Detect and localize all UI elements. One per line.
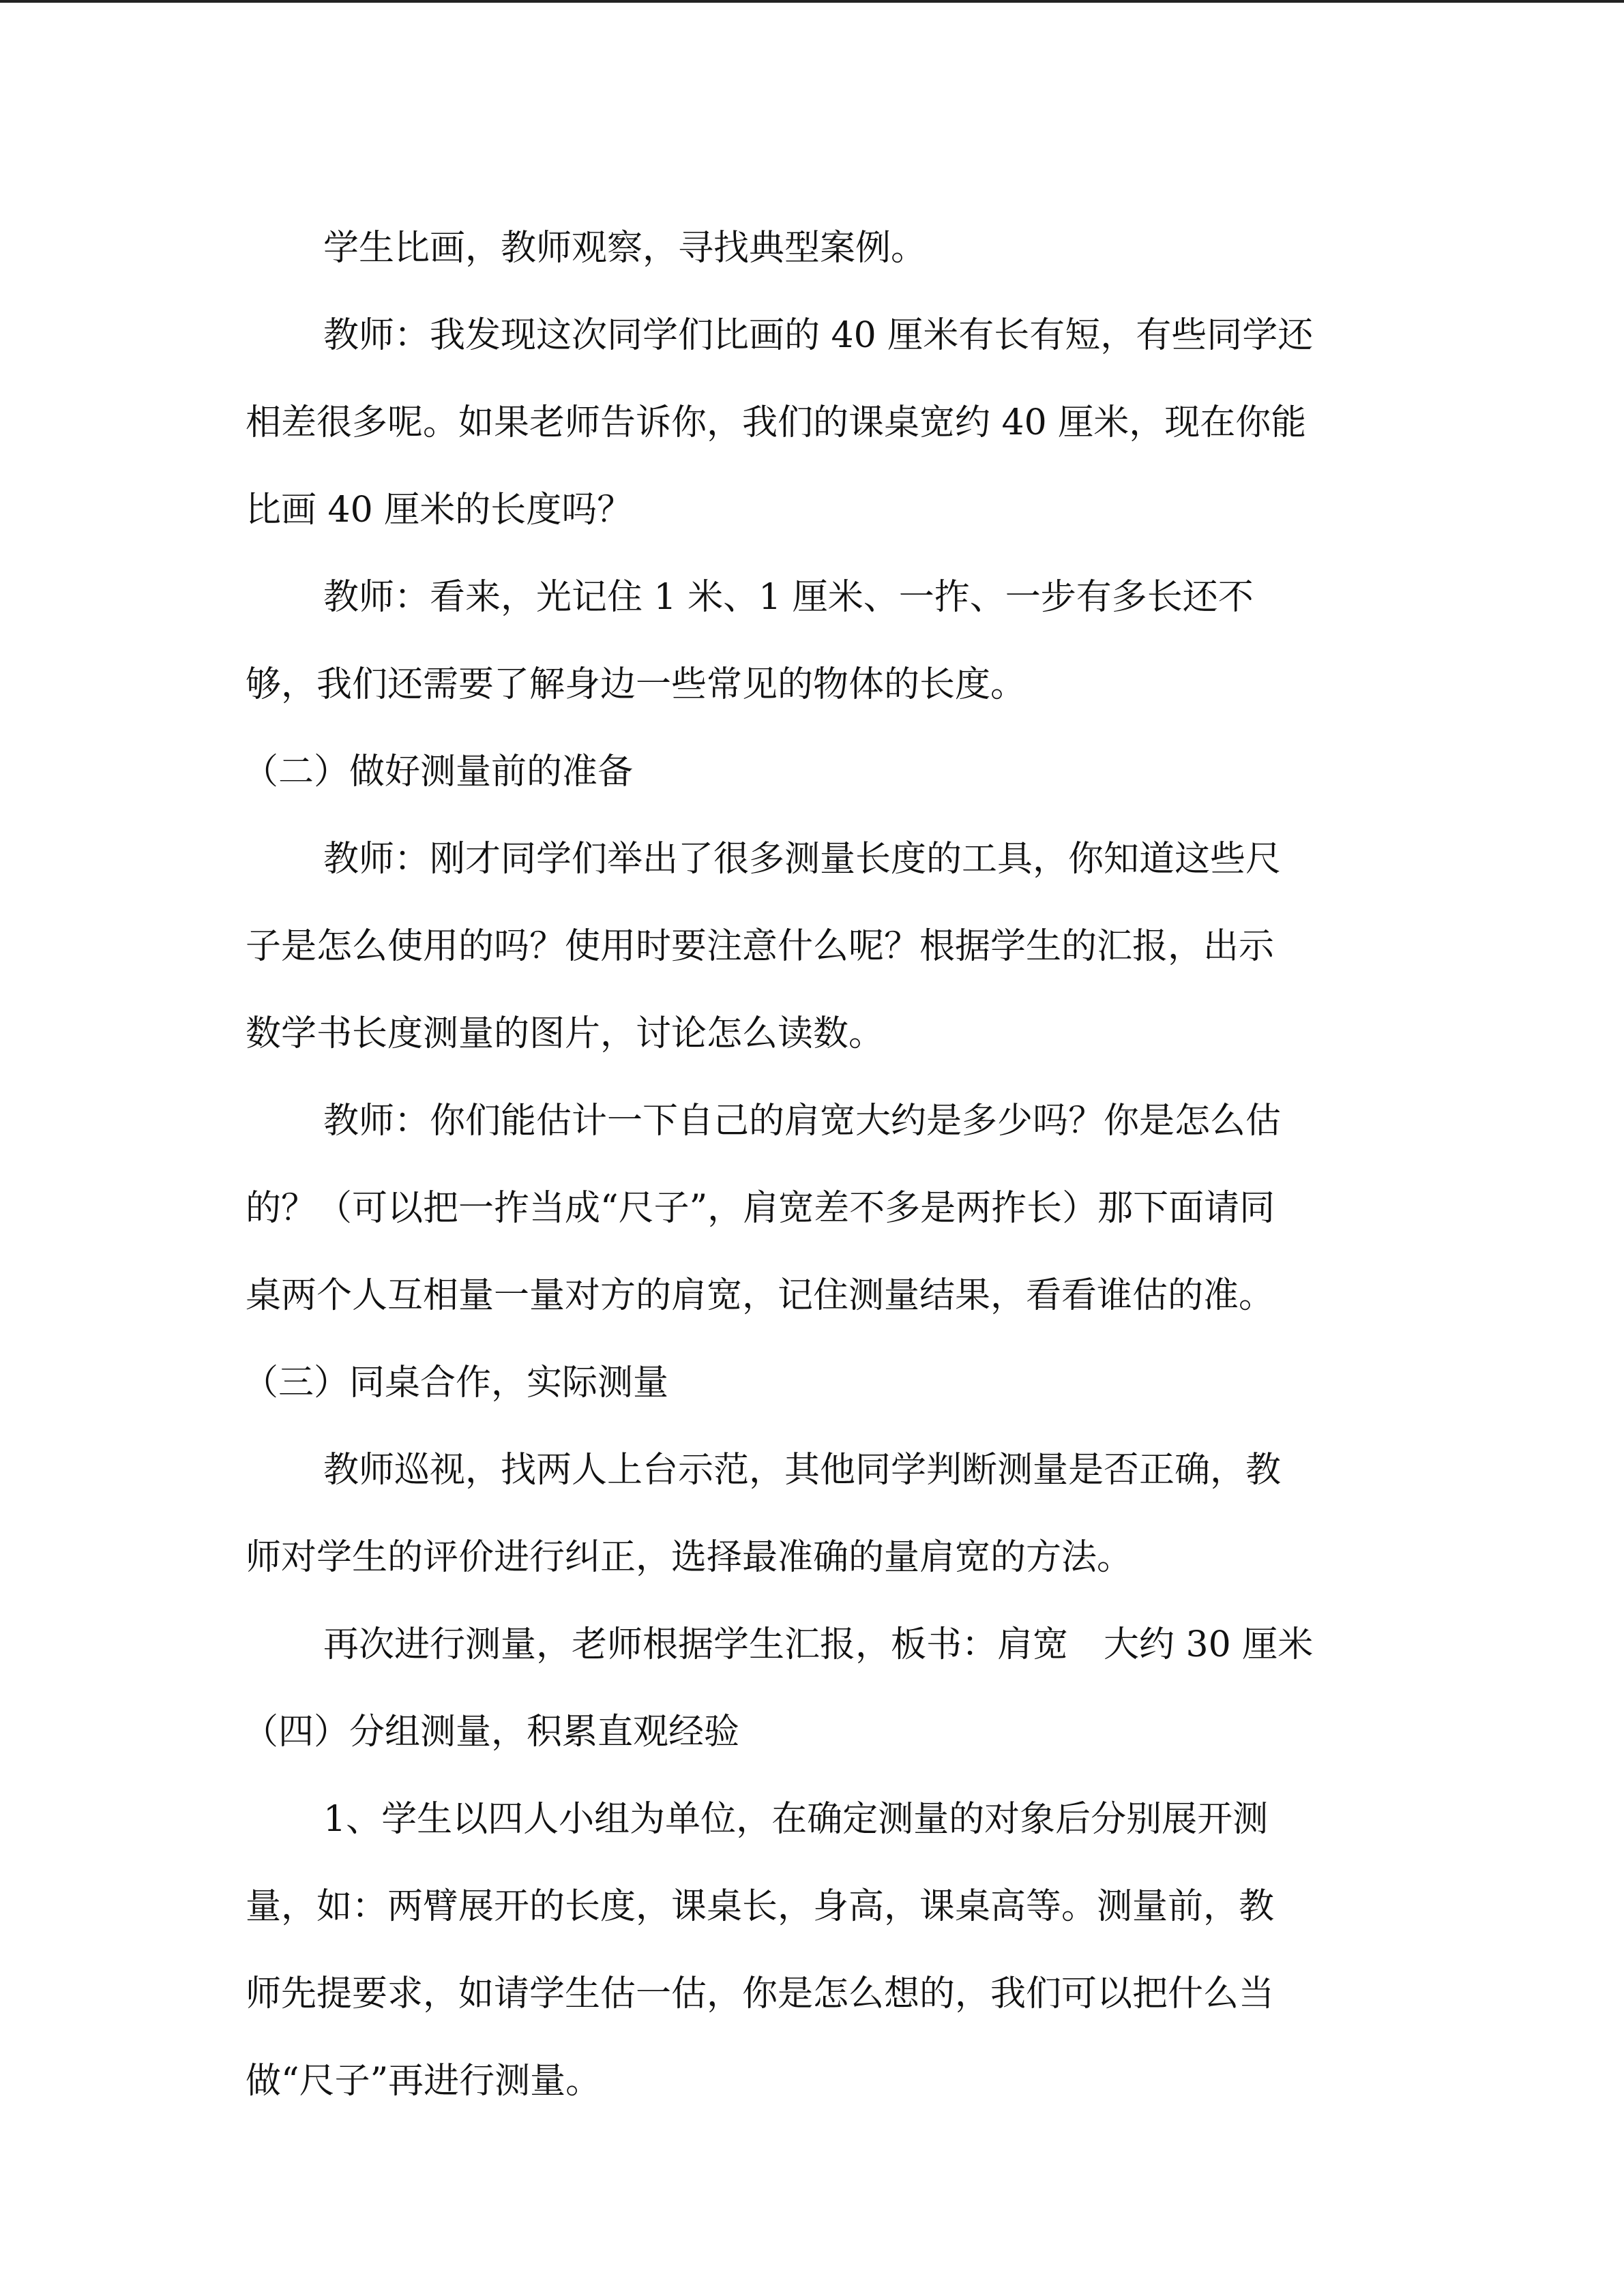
section-heading: （二）做好测量前的准备 xyxy=(243,751,634,792)
paragraph-line: 教师巡视，找两人上台示范，其他同学判断测量是否正确，教 xyxy=(323,1450,1282,1491)
paragraph-line: 比画 40 厘米的长度吗？ xyxy=(246,490,633,531)
document-page xyxy=(243,205,1378,2125)
paragraph-line: 师对学生的评价进行纠正，选择最准确的量肩宽的方法。 xyxy=(246,1537,1133,1578)
paragraph-line: 相差很多呢。如果老师告诉你，我们的课桌宽约 40 厘米，现在你能 xyxy=(246,402,1307,443)
paragraph-line: 子是怎么使用的吗？使用时要注意什么呢？根据学生的汇报，出示 xyxy=(246,926,1275,967)
section-heading: （三）同桌合作，实际测量 xyxy=(243,1362,669,1403)
paragraph-line: 量，如：两臂展开的长度，课桌长，身高，课桌高等。测量前，教 xyxy=(246,1886,1275,1927)
top-border-line xyxy=(0,0,1624,3)
paragraph-line: 学生比画，教师观察，寻找典型案例。 xyxy=(323,228,927,269)
paragraph-line: 够，我们还需要了解身边一些常见的物体的长度。 xyxy=(246,664,1027,705)
section-heading: （四）分组测量，积累直观经验 xyxy=(243,1712,740,1753)
paragraph-line: 做“尺子”再进行测量。 xyxy=(246,2061,602,2102)
paragraph-line: 再次进行测量，老师根据学生汇报，板书：肩宽 大约 30 厘米 xyxy=(323,1624,1314,1665)
paragraph-line: 教师：看来，光记住 1 米、1 厘米、一拃、一步有多长还不 xyxy=(323,577,1254,618)
paragraph-line: 的？（可以把一拃当成“尺子”，肩宽差不多是两拃长）那下面请同 xyxy=(246,1188,1275,1229)
paragraph-line: 教师：刚才同学们举出了很多测量长度的工具，你知道这些尺 xyxy=(323,839,1282,880)
paragraph-line: 桌两个人互相量一量对方的肩宽，记住测量结果，看看谁估的准。 xyxy=(246,1275,1275,1316)
paragraph-line: 教师：你们能估计一下自己的肩宽大约是多少吗？你是怎么估 xyxy=(323,1101,1282,1142)
paragraph-line: 师先提要求，如请学生估一估，你是怎么想的，我们可以把什么当 xyxy=(246,1973,1275,2014)
paragraph-line: 1、学生以四人小组为单位，在确定测量的对象后分别展开测 xyxy=(323,1799,1269,1840)
paragraph-line: 教师：我发现这次同学们比画的 40 厘米有长有短，有些同学还 xyxy=(323,315,1314,356)
paragraph-line: 数学书长度测量的图片，讨论怎么读数。 xyxy=(246,1013,885,1054)
